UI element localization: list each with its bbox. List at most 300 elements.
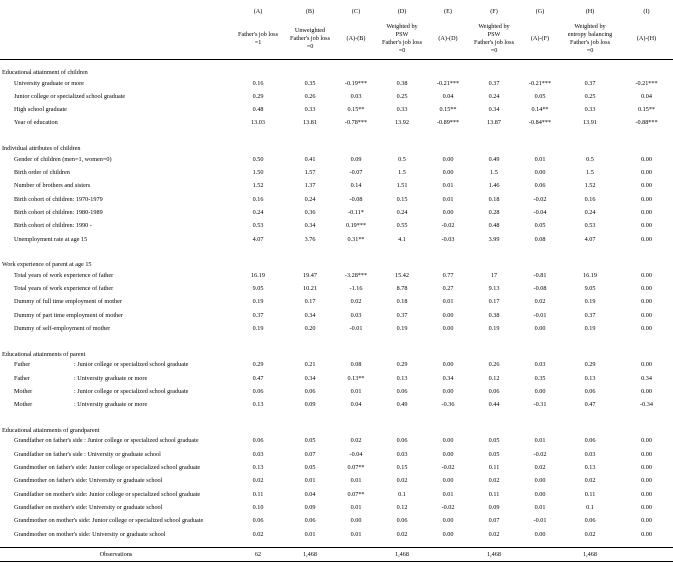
table-row [0, 475, 673, 488]
value-cell-G: 0.03 [534, 361, 546, 369]
value-cell-F: 0.37 [488, 79, 500, 87]
row-label: Junior college or specialized school graduate [14, 92, 126, 100]
value-cell-B: 0.05 [304, 464, 316, 472]
row-label: Number of brothers and sisters [14, 182, 91, 190]
col-header-B [284, 19, 336, 60]
value-cell-F: 9.13 [488, 285, 500, 293]
section-header-row [0, 418, 673, 435]
col-letter-C: (C) [351, 7, 361, 15]
value-cell-A: 4.07 [252, 235, 264, 243]
value-cell-G: 0.00 [534, 477, 546, 485]
row-label: Birth cohort of children: 1970-1979 [14, 195, 103, 203]
row-label: Unemployment rate at age 15 [14, 235, 88, 243]
value-cell-F: 0.34 [488, 106, 500, 114]
value-cell-G: 0.01 [534, 155, 546, 163]
row-label [0, 385, 232, 398]
value-cell-G: 0.00 [534, 530, 546, 538]
value-cell-G: 0.05 [534, 222, 546, 230]
value-cell-D: 0.1 [398, 490, 406, 498]
table-row [0, 309, 673, 322]
value-cell-A: 0.03 [252, 450, 264, 458]
value-cell-G: 0.01 [534, 437, 546, 445]
value-cell-G: 0.08 [534, 235, 546, 243]
value-cell-H: 0.19 [584, 298, 596, 306]
col-header-D [376, 19, 428, 60]
table-row [0, 385, 673, 398]
value-cell-F: 0.11 [488, 490, 500, 498]
header-text: PSW [395, 30, 409, 38]
col-header-I [620, 19, 673, 60]
value-cell-I: 0.00 [641, 195, 652, 203]
value-cell-H: 0.37 [584, 79, 596, 87]
value-cell-H: 0.06 [584, 387, 596, 395]
value-cell-D: 0.18 [396, 298, 408, 306]
value-cell-G: 0.01 [534, 503, 546, 511]
value-cell-I: 0.34 [641, 374, 652, 382]
value-cell-E: 0.00 [442, 450, 454, 458]
value-cell-F: 0.38 [488, 311, 500, 319]
value-cell-D: 1.51 [396, 182, 408, 190]
section-title: Educational attainments of grandparent [2, 426, 100, 434]
value-cell-E: -0.89*** [436, 119, 460, 127]
value-cell-A: 0.13 [252, 401, 264, 409]
value-cell-C: 0.07** [347, 490, 365, 498]
value-cell-D: 4.1 [398, 235, 406, 243]
value-cell-D: 0.02 [396, 477, 408, 485]
value-cell-H: 16.19 [583, 271, 597, 279]
table-row [0, 359, 673, 372]
value-cell-H: 0.29 [584, 361, 596, 369]
row-label: Grandfather on mother's side: Junior college or specialized school graduate [14, 490, 201, 498]
value-cell-A: 0.02 [252, 477, 264, 485]
row-label: Dummy of part time employment of mother [14, 311, 123, 319]
value-cell-G: -0.02 [533, 195, 547, 203]
value-cell-C: -0.07 [349, 169, 363, 177]
value-cell-C: 0.03 [350, 92, 362, 100]
value-cell-F: 0.26 [488, 361, 500, 369]
value-cell-A: 0.06 [252, 517, 264, 525]
table-row [0, 296, 673, 309]
col-header-H [560, 19, 620, 60]
value-cell-D: 0.5 [398, 155, 406, 163]
value-cell-I: 0.00 [641, 437, 652, 445]
value-cell-C: 0.03 [350, 311, 362, 319]
value-cell-H: 0.11 [584, 490, 596, 498]
table-row [0, 528, 673, 541]
value-cell-B: 19.47 [303, 271, 317, 279]
row-label: Grandfather on father's side : University or graduate school [14, 450, 161, 458]
value-cell-I: -0.34 [640, 401, 653, 409]
value-cell-B: 1.57 [304, 169, 316, 177]
value-cell-A: 1.50 [252, 169, 264, 177]
table-row [0, 77, 673, 90]
section-title: Work experience of parent at age 15 [2, 261, 92, 269]
value-cell-E: 0.00 [442, 477, 454, 485]
value-cell-G: 0.05 [534, 92, 546, 100]
value-cell-B: 0.33 [304, 106, 316, 114]
row-label: Grandmother on father's side: University or graduate school [14, 477, 163, 485]
value-cell-I: 0.00 [641, 298, 652, 306]
col-letter-E: (E) [444, 7, 452, 15]
header-text: Weighted by [386, 22, 418, 30]
value-cell-D: 0.38 [396, 79, 408, 87]
parent-education-level: : University graduate or more [74, 374, 148, 382]
value-cell-B: 0.06 [304, 387, 316, 395]
value-cell-E: 0.00 [442, 530, 454, 538]
value-cell-B: 0.41 [304, 155, 316, 163]
value-cell-F: 0.02 [488, 477, 500, 485]
value-cell-H: 0.02 [584, 530, 596, 538]
value-cell-G: -0.01 [533, 517, 547, 525]
header-text: Father's job loss [382, 39, 422, 46]
section-header-row [0, 60, 673, 78]
value-cell-F: 0.44 [488, 401, 500, 409]
value-cell-D: 0.15 [396, 464, 408, 472]
value-cell-C: 0.01 [350, 530, 362, 538]
value-cell-C: -0.04 [349, 450, 363, 458]
column-header-row [0, 19, 673, 60]
value-cell-C: 0.07** [347, 464, 365, 472]
value-cell-G: 0.06 [534, 182, 546, 190]
value-cell-H: 0.13 [584, 464, 596, 472]
value-cell-E: 0.01 [442, 195, 454, 203]
value-cell-E: -0.03 [441, 235, 455, 243]
value-cell-E: 0.01 [442, 490, 454, 498]
table-row [0, 233, 673, 246]
table-row [0, 435, 673, 448]
value-cell-C: -0.08 [349, 195, 363, 203]
value-cell-A: 0.29 [252, 361, 264, 369]
col-letter-F: (F) [490, 7, 498, 15]
value-cell-I: 0.00 [641, 387, 652, 395]
value-cell-G: -0.31 [533, 401, 547, 409]
value-cell-F: 0.48 [488, 222, 500, 230]
value-cell-H: 0.37 [584, 311, 596, 319]
value-cell-D: 0.12 [396, 503, 408, 511]
value-cell-F: 0.28 [488, 208, 500, 216]
observations-A: 62 [254, 550, 262, 558]
value-cell-I: 0.00 [641, 503, 652, 511]
header-text: =0 [586, 47, 594, 55]
row-label [0, 359, 232, 372]
value-cell-A: 0.48 [252, 106, 264, 114]
value-cell-I: 0.00 [641, 311, 652, 319]
value-cell-B: 0.26 [304, 92, 316, 100]
section-title: Individual attributes of children [2, 144, 81, 152]
value-cell-F: 0.02 [488, 530, 500, 538]
observations-I [620, 548, 673, 562]
value-cell-H: 1.5 [586, 169, 594, 177]
value-cell-E: 0.00 [442, 517, 454, 525]
value-cell-E: 0.34 [442, 374, 454, 382]
observations-D: 1,468 [395, 550, 409, 558]
value-cell-C: 0.14 [350, 182, 362, 190]
value-cell-B: 0.36 [304, 208, 316, 216]
value-cell-C: -0.11* [348, 208, 364, 216]
row-label: Grandfather on father's side : Junior college or specialized school graduate [14, 437, 199, 445]
value-cell-E: 0.04 [442, 92, 454, 100]
row-label [0, 372, 232, 385]
value-cell-I: 0.00 [641, 155, 652, 163]
value-cell-D: 0.06 [396, 387, 408, 395]
value-cell-I: 0.00 [641, 490, 652, 498]
value-cell-I: -0.21*** [635, 79, 658, 87]
value-cell-E: 0.01 [442, 298, 454, 306]
col-letter-H: (H) [585, 7, 595, 15]
value-cell-F: 13.87 [487, 119, 501, 127]
value-cell-F: 0.09 [488, 503, 500, 511]
row-label: Grandfather on mother's side: University or graduate school [14, 503, 163, 511]
table-row [0, 220, 673, 233]
value-cell-A: 0.37 [252, 311, 264, 319]
value-cell-D: 0.37 [396, 311, 408, 319]
value-cell-G: -0.02 [533, 450, 547, 458]
value-cell-A: 0.16 [252, 195, 264, 203]
row-label: Grandmother on mother's side: Junior college or specialized school graduate [14, 517, 204, 525]
value-cell-C: -0.01 [349, 325, 363, 332]
value-cell-C: 0.01 [350, 387, 362, 395]
value-cell-A: 16.19 [251, 271, 265, 279]
value-cell-A: 0.19 [252, 298, 264, 306]
header-text: (A)-(D) [438, 34, 458, 42]
value-cell-H: 0.1 [586, 503, 594, 511]
value-cell-B: 13.81 [303, 119, 317, 127]
value-cell-I: 0.00 [641, 182, 652, 190]
value-cell-H: 0.03 [584, 450, 596, 458]
value-cell-G: 0.00 [534, 325, 546, 332]
value-cell-D: 0.03 [396, 450, 408, 458]
value-cell-D: 8.78 [396, 285, 408, 293]
table-row [0, 283, 673, 296]
header-text: =0 [306, 43, 314, 51]
value-cell-E: 0.00 [442, 325, 454, 332]
value-cell-B: 0.09 [304, 503, 316, 511]
value-cell-G: -0.81 [533, 271, 547, 279]
value-cell-B: 0.01 [304, 530, 316, 538]
value-cell-B: 0.20 [304, 325, 316, 332]
header-blank [0, 19, 232, 60]
table-row [0, 180, 673, 193]
value-cell-G: 0.02 [534, 464, 546, 472]
col-header-F [468, 19, 520, 60]
table-row [0, 448, 673, 461]
value-cell-D: 0.25 [396, 92, 408, 100]
value-cell-H: 0.19 [584, 325, 596, 332]
table-row [0, 269, 673, 282]
value-cell-H: 1.52 [584, 182, 596, 190]
value-cell-E: 0.00 [442, 169, 454, 177]
value-cell-I: 0.04 [641, 92, 652, 100]
row-label: Grandmother on mother's side: University or graduate school [14, 530, 166, 538]
table-row [0, 322, 673, 335]
value-cell-E: -0.02 [441, 503, 455, 511]
value-cell-G: -0.08 [533, 285, 547, 293]
header-text: =0 [398, 47, 406, 55]
value-cell-E: 0.77 [442, 271, 454, 279]
table-row [0, 206, 673, 219]
value-cell-B: 0.34 [304, 311, 316, 319]
value-cell-C: 0.15** [347, 106, 365, 114]
value-cell-H: 0.25 [584, 92, 596, 100]
row-label: Dummy of self-employment of mother [14, 325, 111, 332]
value-cell-F: 1.5 [490, 169, 498, 177]
value-cell-I: 0.00 [641, 222, 652, 230]
row-label [0, 399, 232, 412]
value-cell-I: 0.00 [641, 169, 652, 177]
value-cell-B: 1.37 [304, 182, 316, 190]
value-cell-D: 0.29 [396, 361, 408, 369]
observations-G [520, 548, 560, 562]
value-cell-C: 0.31** [347, 235, 365, 243]
value-cell-H: 0.06 [584, 437, 596, 445]
value-cell-D: 15.42 [395, 271, 409, 279]
value-cell-D: 13.92 [395, 119, 409, 127]
value-cell-E: -0.02 [441, 222, 455, 230]
row-label: Year of education [14, 119, 58, 127]
col-letter-I: (I) [643, 7, 650, 15]
table-row [0, 501, 673, 514]
col-letter-G: (G) [535, 7, 545, 15]
value-cell-C: 0.02 [350, 298, 362, 306]
value-cell-D: 0.55 [396, 222, 408, 230]
value-cell-E: 0.00 [442, 155, 454, 163]
observations-row [0, 548, 673, 562]
value-cell-D: 0.06 [396, 517, 408, 525]
value-cell-B: 0.21 [304, 361, 316, 369]
parent-education-level: : Junior college or specialized school graduate [74, 361, 189, 369]
value-cell-E: -0.02 [441, 464, 455, 472]
value-cell-A: 0.47 [252, 374, 264, 382]
value-cell-A: 0.11 [252, 490, 264, 498]
value-cell-G: 0.00 [534, 169, 546, 177]
row-label: Gender of children (men=1, women=0) [14, 155, 112, 163]
value-cell-B: 0.17 [304, 298, 316, 306]
value-cell-A: 0.02 [252, 530, 264, 538]
value-cell-G: -0.21*** [528, 79, 552, 87]
value-cell-D: 0.33 [396, 106, 408, 114]
header-text: =1 [254, 39, 262, 46]
row-label: Dummy of full time employment of mother [14, 298, 122, 306]
value-cell-H: 0.5 [586, 155, 594, 163]
value-cell-C: 0.01 [350, 477, 362, 485]
observations-B: 1,468 [303, 550, 317, 558]
value-cell-G: 0.00 [534, 387, 546, 395]
value-cell-D: 0.15 [396, 195, 408, 203]
row-label: Total years of work experience of father [14, 285, 114, 293]
header-text: Weighted by [478, 22, 510, 30]
value-cell-B: 0.04 [304, 490, 316, 498]
header-text: Father's job loss [238, 30, 278, 38]
value-cell-A: 0.06 [252, 437, 264, 445]
value-cell-A: 1.52 [252, 182, 264, 190]
value-cell-H: 0.33 [584, 106, 596, 114]
value-cell-H: 9.05 [584, 285, 596, 293]
value-cell-I: 0.00 [641, 517, 652, 525]
value-cell-E: -0.21*** [436, 79, 460, 87]
value-cell-H: 0.16 [584, 195, 596, 203]
value-cell-I: 0.00 [641, 271, 652, 279]
value-cell-I: 0.00 [641, 235, 652, 243]
value-cell-I: 0.00 [641, 208, 652, 216]
section-title: Educational attainments of parent [2, 350, 86, 358]
value-cell-A: 0.13 [252, 464, 264, 472]
value-cell-B: 0.34 [304, 222, 316, 230]
value-cell-I: -0.88*** [635, 119, 658, 127]
value-cell-A: 0.10 [252, 503, 264, 511]
value-cell-D: 0.24 [396, 208, 408, 216]
value-cell-C: -3.28*** [344, 271, 368, 279]
row-label: Birth order of children [14, 169, 70, 177]
value-cell-B: 0.35 [304, 79, 316, 87]
value-cell-I: 0.00 [641, 464, 652, 472]
value-cell-C: 0.04 [350, 401, 362, 409]
header-text: (A)-(B) [346, 34, 366, 42]
table-row [0, 117, 673, 130]
value-cell-C: 0.08 [350, 361, 362, 369]
header-text: Father's job loss [290, 34, 330, 42]
col-header-G [520, 19, 560, 60]
value-cell-A: 0.06 [252, 387, 264, 395]
table-row [0, 166, 673, 179]
value-cell-H: 13.91 [583, 119, 597, 127]
value-cell-B: 0.05 [304, 437, 316, 445]
value-cell-B: 10.21 [303, 285, 317, 293]
value-cell-G: 0.02 [534, 298, 546, 306]
value-cell-D: 0.19 [396, 325, 408, 332]
value-cell-F: 1.46 [488, 182, 500, 190]
parent-name: Father [14, 374, 30, 382]
value-cell-I: 0.15** [637, 106, 655, 114]
value-cell-D: 0.06 [396, 437, 408, 445]
table-row [0, 90, 673, 103]
value-cell-B: 0.24 [304, 195, 316, 203]
value-cell-G: 0.14** [531, 106, 549, 114]
value-cell-A: 0.50 [252, 155, 264, 163]
value-cell-A: 0.16 [252, 79, 264, 87]
value-cell-F: 0.12 [488, 374, 500, 382]
col-header-C [336, 19, 376, 60]
value-cell-C: 0.19*** [345, 222, 367, 230]
value-cell-E: 0.00 [442, 437, 454, 445]
value-cell-D: 0.02 [396, 530, 408, 538]
header-text: entropy balancing [567, 30, 613, 38]
column-letter-row [0, 5, 673, 19]
col-letter-B: (B) [305, 7, 315, 15]
value-cell-H: 0.13 [584, 374, 596, 382]
value-cell-B: 0.34 [304, 374, 316, 382]
value-cell-F: 0.18 [488, 195, 500, 203]
header-text: Father's job loss [570, 39, 610, 46]
table-row [0, 153, 673, 166]
value-cell-A: 0.53 [252, 222, 264, 230]
col-letter-D: (D) [397, 7, 407, 15]
table-row [0, 104, 673, 117]
parent-education-level: : University graduate or more [74, 401, 148, 409]
value-cell-D: 0.49 [396, 401, 408, 409]
value-cell-B: 3.76 [304, 235, 316, 243]
table-row [0, 515, 673, 528]
value-cell-B: 0.07 [304, 450, 316, 458]
value-cell-H: 0.47 [584, 401, 596, 409]
value-cell-G: -0.04 [533, 208, 547, 216]
value-cell-I: 0.00 [641, 361, 652, 369]
parent-name: Mother [14, 401, 33, 409]
value-cell-B: 0.09 [304, 401, 316, 409]
value-cell-F: 0.11 [488, 464, 500, 472]
row-label: Birth cohort of children: 1990 - [14, 222, 92, 230]
row-label: University graduate or more [14, 79, 84, 87]
value-cell-C: 0.00 [350, 517, 362, 525]
